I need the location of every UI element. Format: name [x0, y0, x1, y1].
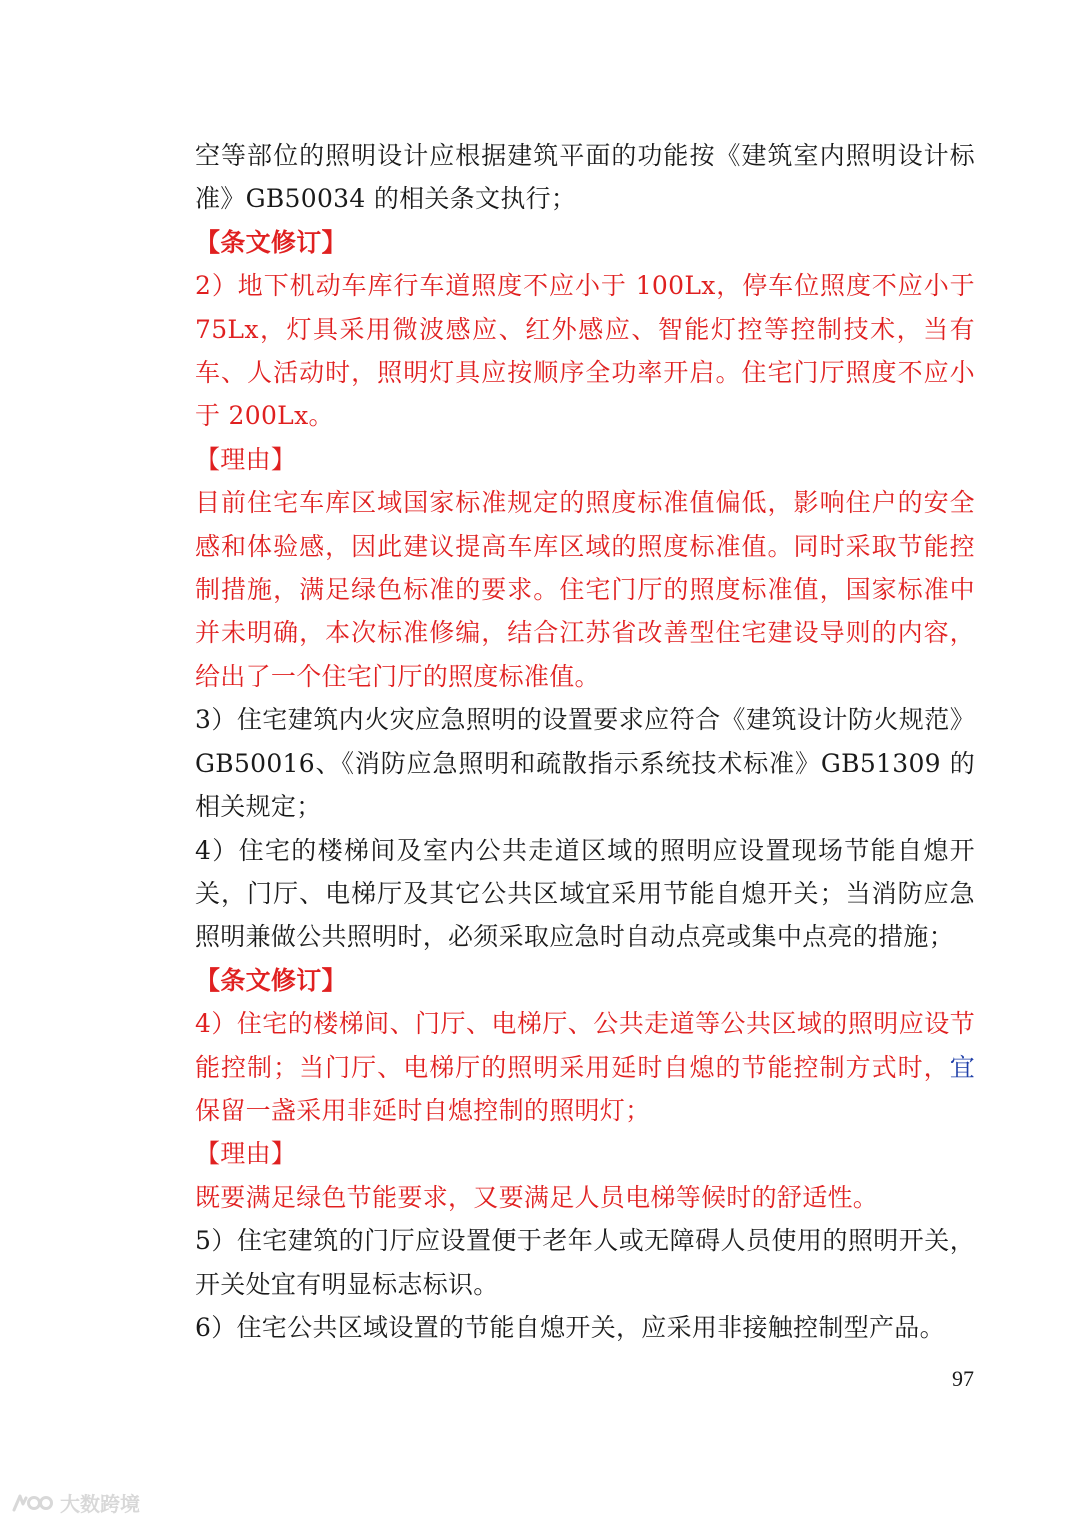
revision-4-tail: 保留一盏采用非延时自熄控制的照明灯； — [195, 1095, 651, 1125]
paragraph-3: 3）住宅建筑内火灾应急照明的设置要求应符合《建筑设计防火规范》GB50016、《消防应急照明和疏散指示系统技术标准》GB51309 的相关规定； — [195, 705, 975, 822]
logo-icon — [10, 1490, 54, 1516]
reason-heading: 【理由】 — [195, 444, 297, 474]
paragraph-revision-2: 2）地下机动车库行车道照度不应小于 100Lx，停车位照度不应小于 75Lx，灯具采用微波感应、红外感应、智能灯控等控制技术，当有车、人活动时，照明灯具应按顺序全功率开启。住宅门厅照度不应小于 200Lx。 — [195, 271, 975, 431]
clause-revision-heading-2: 【条文修订】 — [195, 965, 347, 995]
paragraph-1: 空等部位的照明设计应根据建筑平面的功能按《建筑室内照明设计标准》GB50034 的相关条文执行； — [195, 141, 975, 214]
paragraph-4: 4）住宅的楼梯间及室内公共走道区域的照明应设置现场节能自熄开关，门厅、电梯厅及其它公共区域宜采用节能自熄开关；当消防应急照明兼做公共照明时，必须采取应急时自动点亮或集中点亮的措施； — [195, 835, 975, 952]
watermark-text: 大数跨境 — [60, 1492, 140, 1516]
paragraph-5: 5）住宅建筑的门厅应设置便于老年人或无障碍人员使用的照明开关，开关处宜有明显标志标识。 — [195, 1226, 975, 1299]
paragraph-revision-4 — [195, 1002, 975, 1132]
clause-revision-heading: 【条文修订】 — [195, 227, 347, 257]
revision-4-blue-word: 宜 — [949, 1052, 975, 1082]
watermark — [10, 1488, 140, 1517]
revision-4-main: 4）住宅的楼梯间、门厅、电梯厅、公共走道等公共区域的照明应设节能控制；当门厅、电梯厅的照明采用延时自熄的节能控制方式时， — [195, 1009, 975, 1082]
reason-heading-2: 【理由】 — [195, 1139, 297, 1169]
paragraph-reason-2: 既要满足绿色节能要求，又要满足人员电梯等候时的舒适性。 — [195, 1182, 879, 1212]
document-body — [195, 134, 975, 1349]
page-number: 97 — [952, 1366, 974, 1391]
paragraph-6: 6）住宅公共区域设置的节能自熄开关，应采用非接触控制型产品。 — [195, 1312, 945, 1342]
paragraph-reason-1: 目前住宅车库区域国家标准规定的照度标准值偏低，影响住户的安全感和体验感，因此建议提高车库区域的照度标准值。同时采取节能控制措施，满足绿色标准的要求。住宅门厅的照度标准值，国家标准中并未明确，本次标准修编，结合江苏省改善型住宅建设导则的内容，给出了一个住宅门厅的照度标准值。 — [195, 488, 975, 691]
